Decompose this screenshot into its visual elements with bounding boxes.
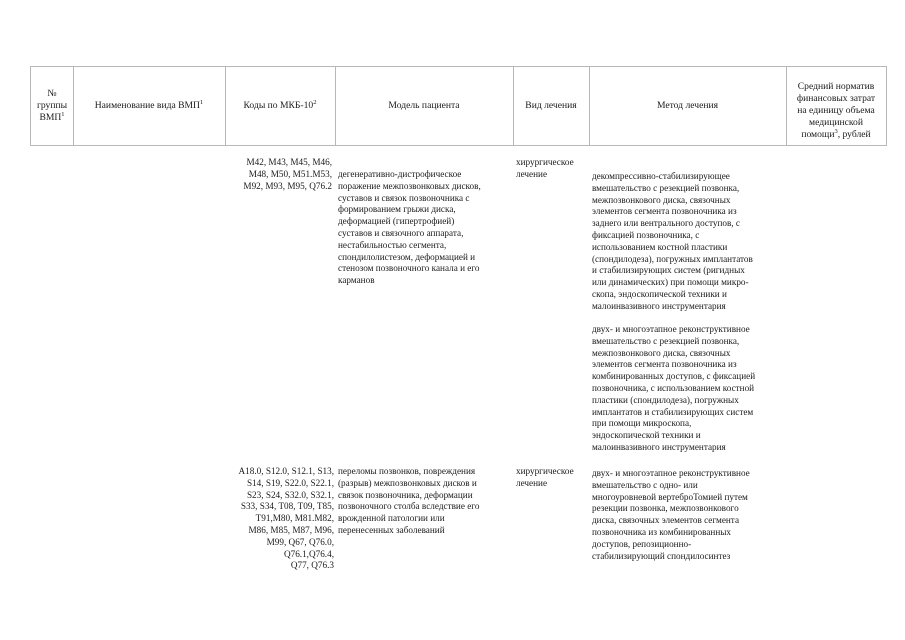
method-line: позвоночника, с использованием костной [592,382,755,393]
model-line: связок позвоночника, деформации [338,489,473,500]
header-patient-model-text: Модель пациента [388,100,460,111]
method-line: заднего или вентрального доступов, с [592,218,740,229]
header-cost-norm-l3: на единицу объема [797,105,875,116]
method-line: малоинвазивного инструментария [592,441,726,452]
row1-icd-codes [226,157,332,192]
method-line: или динамических) при помощи микро- [592,277,749,288]
method-line: вмешательство с одно- или [592,479,698,490]
method-line: элементов сегмента позвоночника из [592,359,737,370]
header-cost-norm [786,66,886,146]
footnote-ref: 2 [313,98,317,106]
code-line: T91,M80, M81.M82, [255,513,334,524]
header-group-number [30,66,74,146]
method-line: использованием костной пластики [592,241,728,252]
method-line: двух- и многоэтапное реконструктивное [592,324,750,334]
row1-method-2 [592,324,755,454]
method-line: декомпрессивно-стабилизирующее [592,171,730,181]
model-line: карманов [338,275,375,286]
method-line: скопа, эндоскопической техники и [592,288,727,299]
method-line: двух- и многоэтапное реконструктивное [592,468,750,478]
header-treatment-method [589,66,786,146]
header-cost-norm-l1: Средний норматив [797,81,875,92]
header-treatment-type [513,66,589,146]
method-line: многоуровневой вертеброТомией путем [592,491,748,502]
row1-method-1 [592,171,753,313]
method-line: доступов, репозиционно- [592,538,692,549]
code-line: Q77, Q76.3 [290,560,334,571]
header-cost-norm-l5a: помощи [801,129,835,140]
header-treatment-type-text: Вид лечения [525,100,577,111]
model-line: нестабильностью сегмента, [338,239,447,250]
row2-treatment-type [516,466,574,490]
footnote-ref: 3 [834,127,838,135]
method-line: имплантатов и стабилизирующих систем [592,406,754,417]
model-line: формированием грыжи диска, [338,204,456,215]
method-line: позвоночника из комбинированных [592,526,732,537]
code-line: M86, M85, M87, M96, [248,524,334,535]
header-vmp-name [73,66,225,146]
method-line: стабилизирующий спондилосинтез [592,550,731,561]
code-line: M92, M93, M95, Q76.2 [243,180,332,191]
header-patient-model [335,66,513,146]
method-line: (спондилодеза), погружных имплантатов [592,253,753,264]
model-line: позвоночного столба вследствие его [338,501,480,512]
col-rule-7 [886,66,887,146]
type-line: хирургическое [516,466,574,476]
model-line: переломы позвонков, повреждения [338,466,476,476]
code-line: S14, S19, S22.0, S22.1, [246,477,334,488]
model-line: перенесенных заболеваний [338,524,445,535]
header-vmp-name-text: Наименование вида ВМП [94,100,200,111]
method-line: малоинвазивного инструментария [592,300,726,311]
header-icd-codes-text: Коды по МКБ-10 [243,100,314,111]
code-line: M42, M43, M45, M46, [246,157,332,167]
code-line: S33, S34, T08, T09, T85, [240,501,334,512]
row1-treatment-type [516,157,574,181]
footnote-ref: 1 [61,110,65,118]
row2-method-1 [592,468,750,562]
model-line: врожденной патологии или [338,513,445,524]
code-line: M99, Q67, Q76.0, [266,536,334,547]
code-line: S23, S24, S32.0, S32.1, [246,489,334,500]
model-line: суставов и связочного аппарата, [338,227,464,238]
method-line: межпозвонкового диска, связочных [592,347,731,358]
method-line: фиксацией позвоночника, с [592,229,700,240]
header-cost-norm-l5b: , рублей [837,129,871,140]
model-line: поражение межпозвонковых дисков, [338,180,481,191]
code-line: M48, M50, M51.M53, [248,168,332,179]
method-line: межпозвонкового диска, связочных [592,194,731,205]
method-line: пластики (спондилодеза), погружных [592,394,739,405]
type-line: хирургическое [516,157,574,167]
method-line: при помощи микроскопа, [592,418,692,429]
type-line: лечение [516,477,548,488]
method-line: комбинированных доступов, с фиксацией [592,371,756,382]
header-cost-norm-l4: медицинской [809,117,863,128]
header-treatment-method-text: Метод лечения [656,100,719,111]
method-line: эндоскопической техники и [592,430,701,441]
method-line: и стабилизирующих систем (ригидных [592,265,745,276]
row1-patient-model [338,169,481,287]
type-line: лечение [516,168,548,179]
model-line: спондилолистезом, деформацией и [338,251,476,262]
row2-patient-model [338,466,479,537]
code-line: Q76.1,Q76.4, [283,548,334,559]
model-line: (разрыв) межпозвонковых дисков и [338,477,477,488]
model-line: дегенеративно-дистрофическое [338,169,462,179]
model-line: стенозом позвоночного канала и его [338,263,480,274]
method-line: вмешательство с резекцией позвонка, [592,182,740,193]
row2-icd-codes [222,466,334,572]
header-cost-norm-l2: финансовых затрат [796,93,876,104]
code-line: A18.0, S12.0, S12.1, S13, [238,466,334,476]
header-group-number-l1: № [47,88,57,99]
method-line: вмешательство с резекцией позвонка, [592,335,740,346]
method-line: диска, связочных элементов сегмента [592,515,740,526]
header-group-number-l3: ВМП [39,112,62,123]
header-group-number-l2: группы [36,100,68,111]
header-icd-codes [225,66,335,146]
model-line: деформацией (гипертрофией) [338,216,455,227]
model-line: суставов и связок позвоночника с [338,192,470,203]
method-line: резекции позвонка, межпозвонкового [592,503,739,514]
method-line: элементов сегмента позвоночника из [592,206,737,217]
footnote-ref: 1 [199,98,204,106]
